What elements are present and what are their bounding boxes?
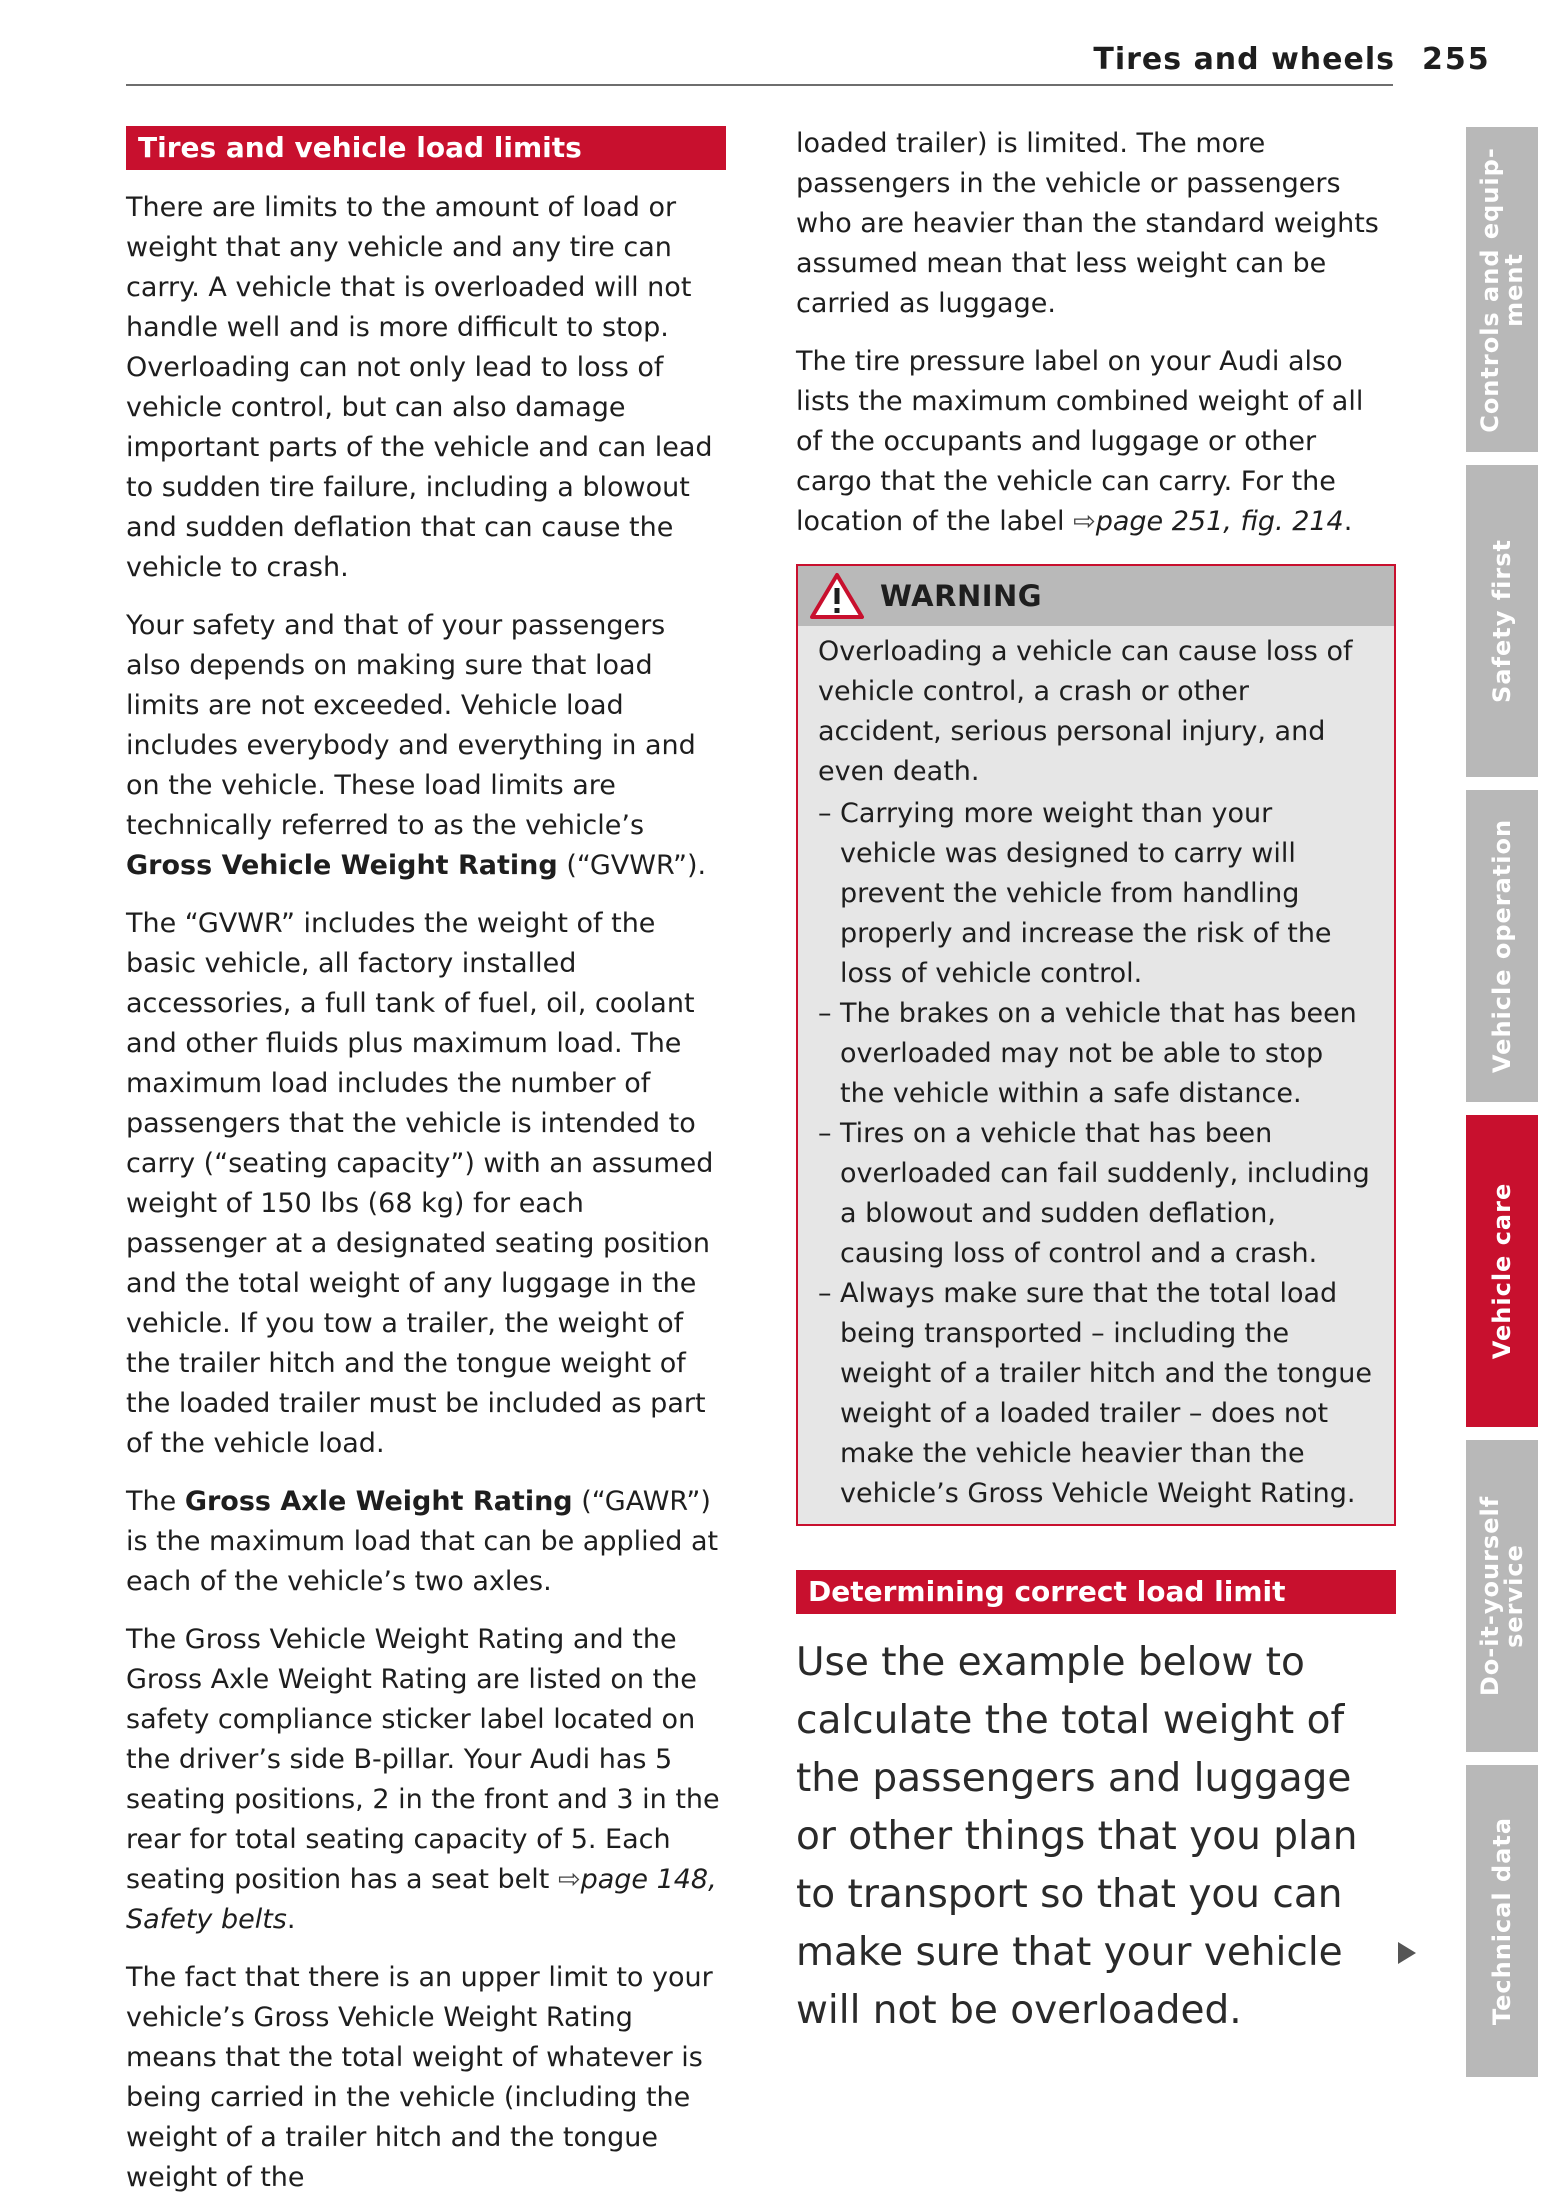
warning-title: WARNING bbox=[880, 579, 1043, 613]
paragraph-trailer-limit: loaded trailer) is limited. The more passengers in the vehicle or passengers who are heavier than the standard weights assumed mean that less weight can be carried as luggage. bbox=[796, 128, 1379, 319]
continue-arrow-icon bbox=[1398, 1942, 1416, 1964]
section-heading-load-limits: Tires and vehicle load limits bbox=[126, 126, 726, 170]
paragraph-upper-limit: The fact that there is an upper limit to your vehicle’s Gross Vehicle Weight Rating means that the total weight of whatever is being carried in the vehicle (including the weight of a trailer hitch and the tongue weight of the bbox=[126, 1962, 713, 2193]
warning-item: – Carrying more weight than your vehicle was designed to carry will prevent the vehicle from handling properly and increase the risk of the loss of vehicle control. bbox=[818, 794, 1376, 994]
lead-paragraph: Use the example below to calculate the total weight of the passengers and luggage or other things that you plan to transport so that you can make sure that your vehicle will not be overloaded. bbox=[796, 1640, 1358, 2033]
side-tab-label bbox=[1476, 1495, 1529, 1697]
section-heading-correct-load-limit: Determining correct load limit bbox=[796, 1570, 1396, 1614]
side-tab-label-line: service bbox=[1500, 1544, 1529, 1648]
side-tab-controls-and-equipment[interactable] bbox=[1466, 127, 1538, 452]
paragraph-gvwr-includes: The “GVWR” includes the weight of the basic vehicle, all factory installed accessories, a full tank of fuel, oil, coolant and other fluids plus maximum load. The maximum load includes the number of passengers that the vehicle is intended to carry (“seating capacity”) with an assumed weight of 150 lbs (68 kg) for each passenger at a designated seating position and the total weight of any luggage in the vehicle. If you tow a trailer, the weight of the trailer hitch and the tongue weight of the loaded trailer must be included as part of the vehicle load. bbox=[126, 908, 714, 1459]
warning-triangle-icon bbox=[810, 572, 864, 620]
side-tab-technical-data[interactable] bbox=[1466, 1765, 1538, 2077]
warning-list bbox=[818, 794, 1376, 1514]
running-header-title: Tires and wheels bbox=[1093, 42, 1395, 77]
side-tab-label: Technical data bbox=[1488, 1816, 1517, 2026]
text-span: (“GAWR”) is the maximum load that can be applied at each of the vehicle’s two axles. bbox=[126, 1486, 719, 1597]
right-column bbox=[796, 124, 1396, 2040]
left-column bbox=[126, 126, 726, 2198]
side-tab-safety-first[interactable] bbox=[1466, 465, 1538, 777]
paragraph-tire-pressure-label: The tire pressure label on your Audi also lists the maximum combined weight of all of the occupants and luggage or other cargo that the vehicle can carry. For the location of the label ⇨page 251, fig. 214. bbox=[796, 346, 1364, 537]
text-span: The bbox=[126, 1486, 177, 1517]
side-tab-label bbox=[1476, 146, 1529, 433]
warning-header bbox=[798, 566, 1394, 626]
side-tab-label: Vehicle care bbox=[1488, 1182, 1517, 1360]
text-span: Your safety and that of your passengers also depends on making sure that load limits are not exceeded. Vehicle load includes everybody and everything in and on the vehicle. These load limits are technically referred to as the vehicle’s bbox=[126, 610, 696, 841]
side-tab-vehicle-operation[interactable] bbox=[1466, 790, 1538, 1102]
warning-body bbox=[798, 626, 1394, 1524]
side-tab-do-it-yourself-service[interactable] bbox=[1466, 1440, 1538, 1752]
paragraph-seating-capacity: The Gross Vehicle Weight Rating and the Gross Axle Weight Rating are listed on the safety compliance sticker label located on the driver’s side B-pillar. Your Audi has 5 seating positions, 2 in the front and 3 in the rear for total seating capacity of 5. Each seating position has a seat belt ⇨page 148, Safety belts. bbox=[126, 1624, 720, 1935]
ref-arrow-icon: ⇨ bbox=[557, 1864, 581, 1895]
term-gvwr: Gross Vehicle Weight Rating bbox=[126, 850, 558, 881]
term-gawr: Gross Axle Weight Rating bbox=[184, 1486, 573, 1517]
cross-reference-fig-214[interactable]: page 251, fig. 214 bbox=[1095, 506, 1344, 537]
ref-arrow-icon: ⇨ bbox=[1073, 506, 1096, 537]
warning-item: – Tires on a vehicle that has been overloaded can fail suddenly, including a blowout and sudden deflation, causing loss of control and a crash. bbox=[818, 1114, 1376, 1274]
side-tab-vehicle-care[interactable] bbox=[1466, 1115, 1538, 1427]
side-tab-label: Safety first bbox=[1488, 539, 1516, 703]
cross-reference-safety-belts[interactable]: page 148, Safety belts bbox=[126, 1864, 717, 1935]
paragraph-gvwr-definition bbox=[126, 606, 726, 886]
side-tab-label-line: Do-it-yourself bbox=[1476, 1495, 1505, 1697]
paragraph-gawr-definition bbox=[126, 1482, 726, 1602]
warning-item: – Always make sure that the total load being transported – including the weight of a trailer hitch and the tongue weight of a loaded trailer – does not make the vehicle heavier than the vehicle’s Gross Vehicle Weight Rating. bbox=[818, 1274, 1376, 1514]
page-number: 255 bbox=[1422, 42, 1491, 77]
warning-item: – The brakes on a vehicle that has been overloaded may not be able to stop the vehicle within a safe distance. bbox=[818, 994, 1376, 1114]
warning-intro: Overloading a vehicle can cause loss of vehicle control, a crash or other accident, serious personal injury, and even death. bbox=[818, 636, 1353, 787]
side-tab-label-line: ment bbox=[1500, 252, 1529, 327]
text-span: The Gross Vehicle Weight Rating and the Gross Axle Weight Rating are listed on the safety compliance sticker label located on the driver’s side B-pillar. Your Audi has 5 seating positions, 2 in the front and 3 in the rear for total seating capacity of 5. Each seating position has a seat belt bbox=[126, 1624, 720, 1895]
side-tab-label: Vehicle operation bbox=[1488, 818, 1516, 1074]
text-span: The tire pressure label on your Audi also lists the maximum combined weight of all of the occupants and luggage or other cargo that the vehicle can carry. For the location of the label bbox=[796, 346, 1364, 537]
paragraph-load-intro: There are limits to the amount of load or weight that any vehicle and any tire can carry. A vehicle that is overloaded will not handle well and is more difficult to stop. Overloading can not only lead to loss of vehicle control, but can also damage important parts of the vehicle and can lead to sudden tire failure, including a blowout and sudden deflation that can cause the vehicle to crash. bbox=[126, 192, 713, 583]
side-tab-label-line: Controls and equip- bbox=[1476, 146, 1505, 433]
text-span: (“GVWR”). bbox=[566, 850, 707, 881]
warning-box bbox=[796, 564, 1396, 1526]
header-divider bbox=[126, 84, 1393, 86]
